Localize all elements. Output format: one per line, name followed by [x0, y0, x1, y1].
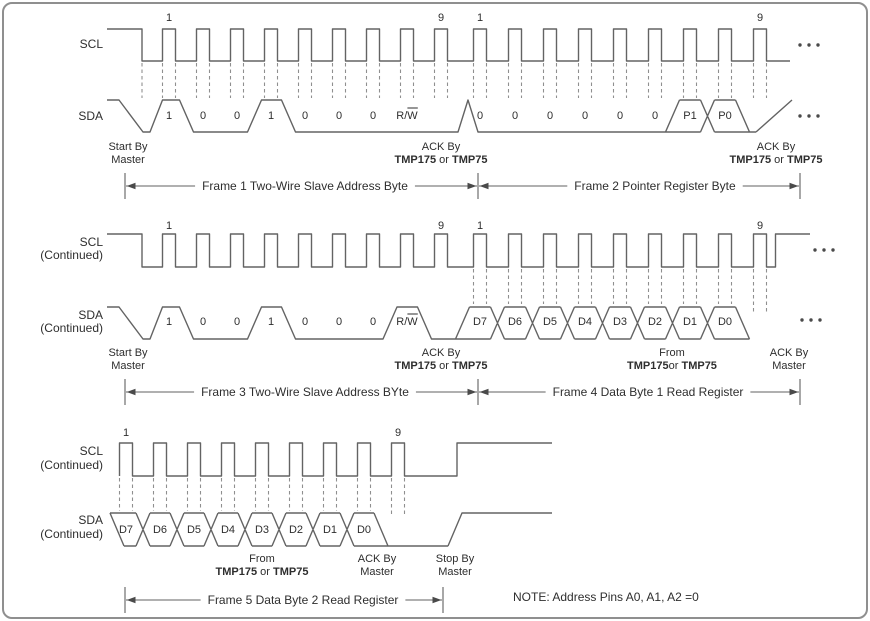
svg-text:ACK By: ACK By	[421, 141, 461, 153]
svg-text:D5: D5	[542, 316, 558, 328]
svg-text:Master: Master	[111, 154, 145, 166]
svg-text:D0: D0	[717, 316, 733, 328]
svg-text:TMP175 or TMP75: TMP175 or TMP75	[394, 360, 488, 372]
svg-text:TMP175or TMP75: TMP175or TMP75	[627, 360, 717, 372]
svg-text:9: 9	[437, 12, 445, 24]
svg-text:TMP175 or TMP75: TMP175 or TMP75	[394, 154, 488, 166]
svg-text:0: 0	[301, 110, 309, 122]
svg-text:SCL: SCL	[79, 444, 103, 458]
svg-text:Master: Master	[360, 566, 394, 578]
svg-text:Start By: Start By	[108, 347, 148, 359]
svg-text:0: 0	[369, 316, 377, 328]
svg-text:1: 1	[476, 220, 484, 232]
svg-text:(Continued): (Continued)	[40, 321, 103, 335]
svg-text:ACK By: ACK By	[769, 347, 809, 359]
svg-text:From: From	[249, 553, 275, 565]
address-pins-note: NOTE: Address Pins A0, A1, A2 =0	[513, 590, 699, 604]
svg-text:D2: D2	[288, 524, 304, 536]
svg-text:1: 1	[476, 12, 484, 24]
svg-text:1: 1	[165, 110, 173, 122]
svg-text:D6: D6	[152, 524, 168, 536]
svg-text:(Continued): (Continued)	[40, 527, 103, 541]
frame-label: Frame 4 Data Byte 1 Read Register	[552, 385, 744, 399]
svg-text:Master: Master	[772, 360, 806, 372]
svg-text:SCL: SCL	[79, 37, 103, 51]
svg-text:0: 0	[335, 110, 343, 122]
svg-text:P1: P1	[683, 110, 697, 122]
svg-text:From: From	[659, 347, 685, 359]
svg-text:D7: D7	[472, 316, 488, 328]
svg-text:1: 1	[165, 316, 173, 328]
svg-text:D7: D7	[118, 524, 134, 536]
svg-text:D1: D1	[682, 316, 698, 328]
svg-text:SDA: SDA	[78, 513, 103, 527]
svg-text:1: 1	[165, 220, 173, 232]
svg-text:D5: D5	[186, 524, 202, 536]
svg-text:Master: Master	[111, 360, 145, 372]
svg-text:1: 1	[267, 110, 275, 122]
svg-text:Master: Master	[438, 566, 472, 578]
svg-text:0: 0	[511, 110, 519, 122]
svg-text:9: 9	[756, 12, 764, 24]
svg-text:(Continued): (Continued)	[40, 248, 103, 262]
svg-text:D4: D4	[577, 316, 593, 328]
svg-text:1: 1	[122, 427, 130, 439]
svg-text:(Continued): (Continued)	[40, 458, 103, 472]
svg-text:0: 0	[546, 110, 554, 122]
svg-text:1: 1	[267, 316, 275, 328]
frame-label: Frame 5 Data Byte 2 Read Register	[207, 593, 399, 607]
svg-text:0: 0	[476, 110, 484, 122]
svg-text:R/W: R/W	[396, 110, 418, 122]
svg-text:0: 0	[199, 316, 207, 328]
svg-text:SDA: SDA	[78, 308, 103, 322]
svg-text:R/W: R/W	[396, 316, 418, 328]
svg-text:Stop By: Stop By	[435, 553, 475, 565]
svg-text:Start By: Start By	[108, 141, 148, 153]
svg-text:SCL: SCL	[79, 235, 103, 249]
svg-text:D0: D0	[356, 524, 372, 536]
svg-text:SDA: SDA	[78, 109, 103, 123]
svg-text:9: 9	[437, 220, 445, 232]
svg-text:0: 0	[581, 110, 589, 122]
svg-text:0: 0	[199, 110, 207, 122]
svg-text:P0: P0	[718, 110, 732, 122]
svg-text:0: 0	[616, 110, 624, 122]
svg-text:0: 0	[301, 316, 309, 328]
svg-text:TMP175 or TMP75: TMP175 or TMP75	[215, 566, 309, 578]
svg-text:9: 9	[394, 427, 402, 439]
svg-text:0: 0	[369, 110, 377, 122]
svg-text:D2: D2	[647, 316, 663, 328]
frame-label: Frame 3 Two-Wire Slave Address BYte	[201, 385, 409, 399]
svg-text:ACK By: ACK By	[756, 141, 796, 153]
svg-text:D1: D1	[322, 524, 338, 536]
svg-text:D6: D6	[507, 316, 523, 328]
svg-text:0: 0	[651, 110, 659, 122]
svg-text:ACK By: ACK By	[421, 347, 461, 359]
svg-text:TMP175 or TMP75: TMP175 or TMP75	[729, 154, 823, 166]
svg-text:D4: D4	[220, 524, 236, 536]
frame-label: Frame 2 Pointer Register Byte	[574, 179, 736, 193]
svg-text:0: 0	[335, 316, 343, 328]
svg-text:0: 0	[233, 110, 241, 122]
frame-label: Frame 1 Two-Wire Slave Address Byte	[202, 179, 408, 193]
svg-text:ACK By: ACK By	[357, 553, 397, 565]
svg-text:D3: D3	[254, 524, 270, 536]
svg-text:1: 1	[165, 12, 173, 24]
svg-text:9: 9	[756, 220, 764, 232]
svg-text:D3: D3	[612, 316, 628, 328]
svg-text:0: 0	[233, 316, 241, 328]
